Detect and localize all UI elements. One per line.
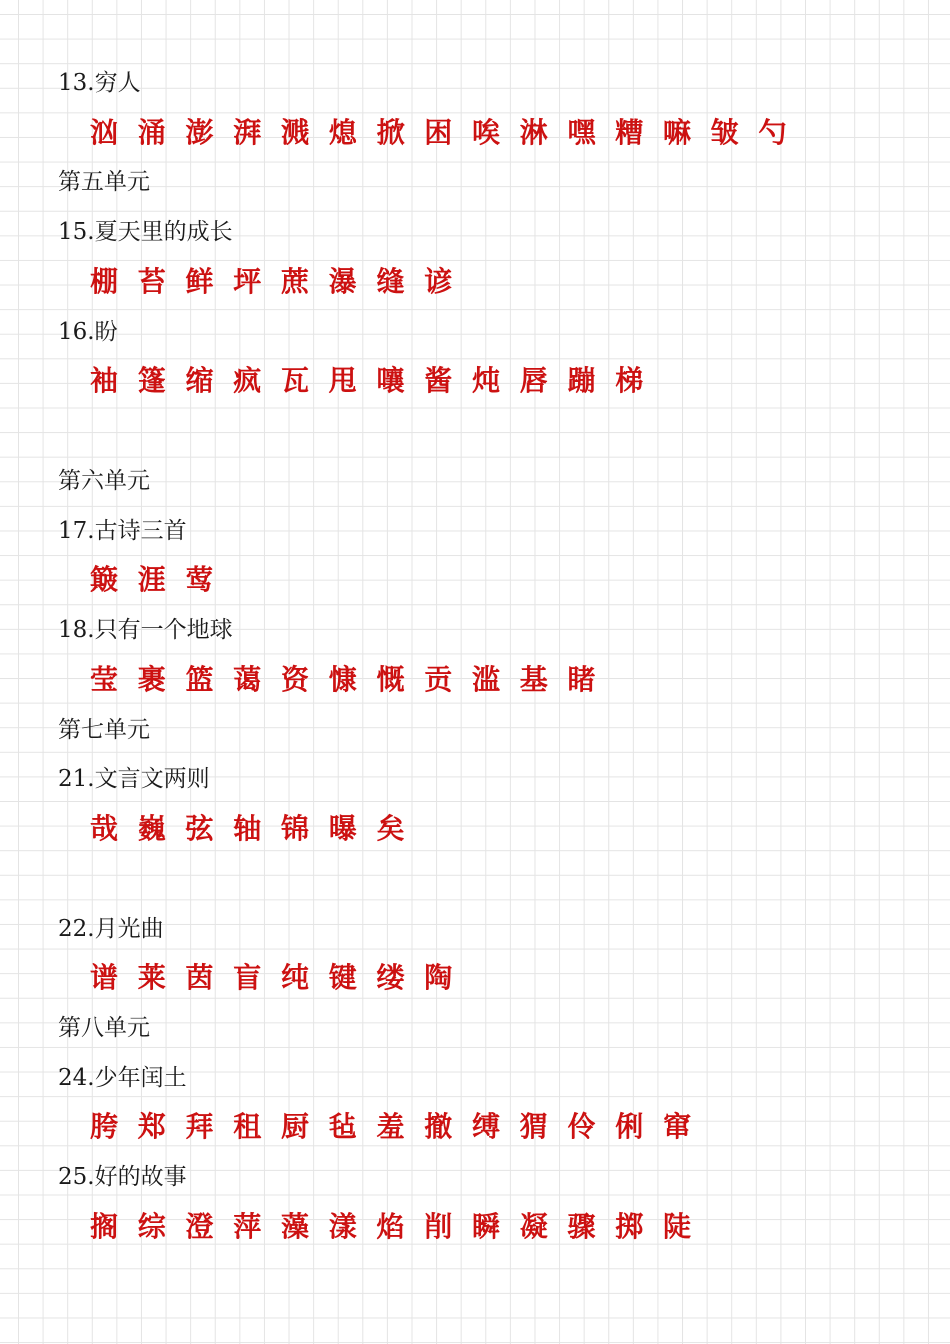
unit-8-heading: 第八单元	[58, 1015, 150, 1041]
lesson-18-title: 18.只有一个地球	[58, 617, 233, 643]
lesson-21-title: 21.文言文两则	[58, 766, 210, 792]
lesson-18-characters: 莹 裹 篮 蔼 资 慷 慨 贡 滥 基 睹	[90, 663, 598, 696]
lesson-25-characters: 搁 综 澄 萍 藻 漾 焰 削 瞬 凝 骤 掷 陡	[90, 1210, 693, 1243]
lesson-15-title: 15.夏天里的成长	[58, 219, 233, 245]
lesson-16-title: 16.盼	[58, 319, 118, 345]
lesson-24-characters: 胯 郑 拜 租 厨 毡 羞 撤 缚 猬 伶 俐 窜	[90, 1110, 693, 1143]
unit-5-heading: 第五单元	[58, 169, 150, 195]
lesson-17-characters: 簸 涯 莺	[90, 563, 216, 596]
unit-7-heading: 第七单元	[58, 717, 150, 743]
lesson-21-characters: 哉 巍 弦 轴 锦 曝 矣	[90, 812, 407, 845]
unit-6-heading: 第六单元	[58, 468, 150, 494]
lesson-24-title: 24.少年闰土	[58, 1065, 187, 1091]
lesson-15-characters: 棚 苔 鲜 坪 蔗 瀑 缝 谚	[90, 265, 455, 298]
lesson-13-title: 13.穷人	[58, 70, 141, 96]
lesson-22-characters: 谱 莱 茵 盲 纯 键 缕 陶	[90, 961, 455, 994]
lesson-16-characters: 袖 篷 缩 疯 瓦 甩 嚷 酱 炖 唇 蹦 梯	[90, 364, 646, 397]
lesson-25-title: 25.好的故事	[58, 1164, 187, 1190]
lesson-17-title: 17.古诗三首	[58, 518, 187, 544]
lesson-22-title: 22.月光曲	[58, 916, 164, 942]
lesson-13-characters: 汹 涌 澎 湃 溅 熄 掀 困 唉 淋 嘿 糟 嘛 皱 勺	[90, 116, 789, 149]
